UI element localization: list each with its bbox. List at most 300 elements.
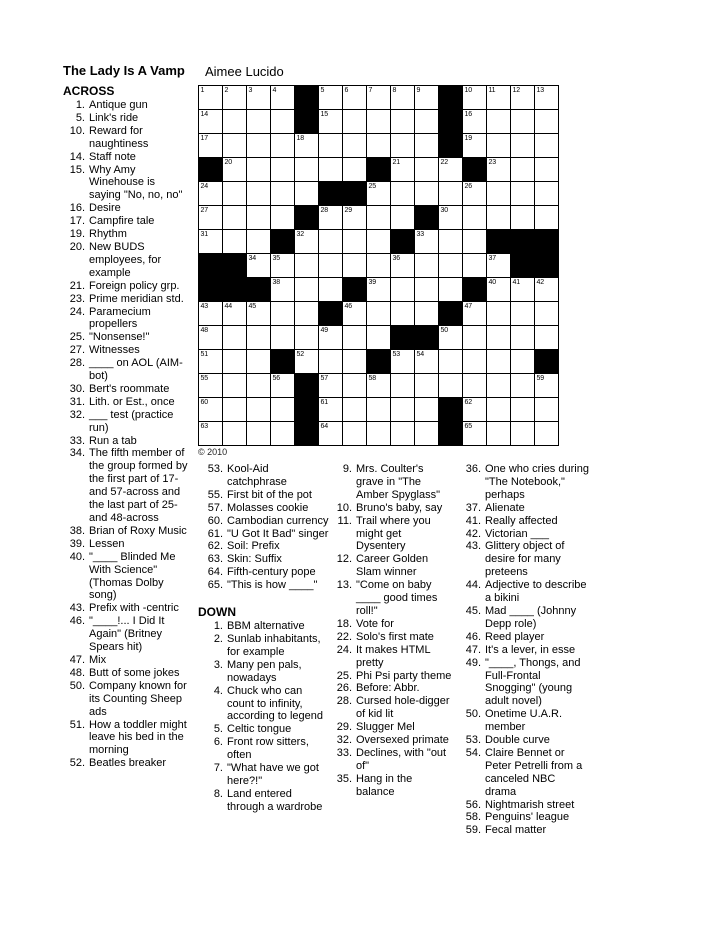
grid-cell[interactable] xyxy=(343,374,367,398)
clue-number: 63. xyxy=(207,553,223,566)
grid-cell[interactable] xyxy=(415,158,439,182)
grid-cell[interactable] xyxy=(511,398,535,422)
grid-cell-black xyxy=(439,398,463,422)
grid-cell[interactable] xyxy=(415,350,439,374)
clue-item xyxy=(201,463,329,489)
clue-item xyxy=(63,602,189,615)
grid-cell[interactable] xyxy=(319,278,343,302)
clue-text: "U Got It Bad" singer xyxy=(227,527,329,540)
grid-cell[interactable] xyxy=(391,86,415,110)
grid-cell[interactable] xyxy=(295,182,319,206)
grid-cell[interactable] xyxy=(463,134,487,158)
grid-cell[interactable] xyxy=(319,86,343,110)
grid-cell[interactable] xyxy=(295,350,319,374)
grid-cell[interactable] xyxy=(391,302,415,326)
grid-cell[interactable] xyxy=(271,110,295,134)
grid-cell[interactable] xyxy=(319,326,343,350)
grid-cell[interactable] xyxy=(535,374,559,398)
clue-number: 21. xyxy=(69,279,85,292)
clue-text: Prime meridian std. xyxy=(89,292,184,305)
clue-text: Molasses cookie xyxy=(227,501,309,514)
grid-cell[interactable] xyxy=(487,374,511,398)
down-clue-list-1 xyxy=(201,620,329,814)
grid-cell[interactable] xyxy=(367,230,391,254)
grid-cell[interactable] xyxy=(415,254,439,278)
grid-cell[interactable] xyxy=(295,302,319,326)
grid-cell[interactable] xyxy=(271,206,295,230)
grid-cell[interactable] xyxy=(487,86,511,110)
grid-cell[interactable] xyxy=(463,326,487,350)
clue-item xyxy=(335,515,453,554)
grid-cell[interactable] xyxy=(487,422,511,446)
grid-cell[interactable] xyxy=(415,374,439,398)
clue-item xyxy=(201,736,329,762)
grid-cell[interactable] xyxy=(223,158,247,182)
clue-number: 10. xyxy=(69,124,85,137)
grid-cell[interactable] xyxy=(271,254,295,278)
grid-cell[interactable] xyxy=(343,206,367,230)
clue-number: 32. xyxy=(69,408,85,421)
grid-cell[interactable] xyxy=(415,134,439,158)
grid-cell[interactable] xyxy=(463,302,487,326)
grid-cell[interactable] xyxy=(511,422,535,446)
grid-cell-black xyxy=(511,254,535,278)
clue-number: 51. xyxy=(69,718,85,731)
clue-number: 47. xyxy=(465,643,481,656)
grid-cell[interactable] xyxy=(271,86,295,110)
grid-cell[interactable] xyxy=(223,182,247,206)
grid-cell[interactable] xyxy=(343,254,367,278)
grid-cell[interactable] xyxy=(439,254,463,278)
grid-cell[interactable] xyxy=(487,134,511,158)
grid-cell[interactable] xyxy=(199,398,223,422)
clue-text: Beatles breaker xyxy=(89,757,167,770)
clue-item xyxy=(63,151,189,164)
grid-cell[interactable] xyxy=(367,110,391,134)
cell-number: 14 xyxy=(200,111,208,118)
grid-cell[interactable] xyxy=(295,278,319,302)
grid-cell[interactable] xyxy=(535,398,559,422)
grid-cell[interactable] xyxy=(415,86,439,110)
grid-cell[interactable] xyxy=(343,398,367,422)
grid-cell[interactable] xyxy=(367,302,391,326)
clue-number: 37. xyxy=(465,501,481,514)
grid-cell[interactable] xyxy=(271,398,295,422)
grid-cell[interactable] xyxy=(391,278,415,302)
grid-cell[interactable] xyxy=(535,422,559,446)
clue-number: 3. xyxy=(213,658,223,671)
grid-cell[interactable] xyxy=(535,110,559,134)
grid-cell[interactable] xyxy=(535,302,559,326)
cell-number: 29 xyxy=(344,207,352,214)
grid-cell-black xyxy=(367,350,391,374)
grid-cell[interactable] xyxy=(511,134,535,158)
grid-cell[interactable] xyxy=(271,422,295,446)
grid-cell[interactable] xyxy=(511,182,535,206)
grid-cell[interactable] xyxy=(367,278,391,302)
grid-cell[interactable] xyxy=(511,350,535,374)
grid-cell[interactable] xyxy=(367,182,391,206)
clue-text: Chuck who can count to infinity, according to legend xyxy=(227,684,324,723)
grid-cell[interactable] xyxy=(511,86,535,110)
grid-cell[interactable] xyxy=(319,230,343,254)
clue-item xyxy=(63,280,189,293)
grid-cell[interactable] xyxy=(223,86,247,110)
grid-cell[interactable] xyxy=(247,86,271,110)
clue-text: First bit of the pot xyxy=(227,488,312,501)
clue-item xyxy=(63,306,189,332)
grid-cell[interactable] xyxy=(247,374,271,398)
grid-cell[interactable] xyxy=(247,230,271,254)
grid-cell[interactable] xyxy=(223,326,247,350)
grid-cell[interactable] xyxy=(199,302,223,326)
grid-cell[interactable] xyxy=(415,302,439,326)
clue-number: 17. xyxy=(69,215,85,228)
grid-cell-black xyxy=(247,278,271,302)
cell-number: 24 xyxy=(200,183,208,190)
grid-cell[interactable] xyxy=(487,326,511,350)
grid-cell[interactable] xyxy=(247,398,271,422)
grid-cell[interactable] xyxy=(199,374,223,398)
grid-cell[interactable] xyxy=(535,182,559,206)
grid-cell-black xyxy=(535,350,559,374)
cell-number: 50 xyxy=(440,327,448,334)
grid-cell[interactable] xyxy=(439,230,463,254)
grid-cell[interactable] xyxy=(391,422,415,446)
grid-cell[interactable] xyxy=(343,326,367,350)
cell-number: 32 xyxy=(296,231,304,238)
grid-cell[interactable] xyxy=(415,278,439,302)
grid-cell[interactable] xyxy=(391,110,415,134)
clue-text: "What have we got here?!" xyxy=(227,762,319,787)
grid-cell[interactable] xyxy=(391,182,415,206)
grid-cell[interactable] xyxy=(223,302,247,326)
cell-number: 26 xyxy=(464,183,472,190)
clue-item xyxy=(201,566,329,579)
grid-cell[interactable] xyxy=(535,278,559,302)
cell-number: 6 xyxy=(344,87,349,94)
clue-item xyxy=(63,99,189,112)
grid-cell[interactable] xyxy=(295,254,319,278)
cell-number: 36 xyxy=(392,255,400,262)
clue-item xyxy=(335,618,453,631)
across-clue-list-1 xyxy=(63,99,189,770)
grid-cell[interactable] xyxy=(439,374,463,398)
grid-cell[interactable] xyxy=(391,158,415,182)
grid-cell[interactable] xyxy=(295,158,319,182)
grid-cell[interactable] xyxy=(199,134,223,158)
grid-cell[interactable] xyxy=(343,134,367,158)
grid-cell[interactable] xyxy=(391,398,415,422)
grid-cell[interactable] xyxy=(415,398,439,422)
across-clue-list-2 xyxy=(201,463,329,592)
grid-cell[interactable] xyxy=(391,206,415,230)
grid-cell[interactable] xyxy=(391,254,415,278)
grid-cell[interactable] xyxy=(247,326,271,350)
grid-cell[interactable] xyxy=(367,326,391,350)
clue-item xyxy=(464,502,589,515)
grid-cell[interactable] xyxy=(535,326,559,350)
down-header: DOWN xyxy=(198,605,236,620)
clue-item xyxy=(63,680,189,719)
grid-cell[interactable] xyxy=(271,374,295,398)
clue-item xyxy=(464,824,589,837)
grid-cell[interactable] xyxy=(487,398,511,422)
grid-cell[interactable] xyxy=(199,86,223,110)
grid-cell[interactable] xyxy=(391,350,415,374)
grid-cell[interactable] xyxy=(463,230,487,254)
grid-cell[interactable] xyxy=(319,254,343,278)
grid-cell[interactable] xyxy=(463,350,487,374)
grid-cell[interactable] xyxy=(487,302,511,326)
grid-cell[interactable] xyxy=(223,230,247,254)
grid-cell[interactable] xyxy=(367,422,391,446)
grid-cell[interactable] xyxy=(391,134,415,158)
grid-cell[interactable] xyxy=(463,182,487,206)
cell-number: 19 xyxy=(464,135,472,142)
grid-cell[interactable] xyxy=(463,86,487,110)
grid-cell[interactable] xyxy=(535,206,559,230)
cell-number: 18 xyxy=(296,135,304,142)
grid-cell-black xyxy=(295,110,319,134)
cell-number: 58 xyxy=(368,375,376,382)
grid-cell[interactable] xyxy=(295,134,319,158)
grid-cell-black xyxy=(319,182,343,206)
grid-cell[interactable] xyxy=(223,134,247,158)
grid-cell[interactable] xyxy=(319,398,343,422)
clue-text: Skin: Suffix xyxy=(227,553,282,566)
grid-cell[interactable] xyxy=(295,230,319,254)
grid-cell[interactable] xyxy=(343,86,367,110)
grid-cell[interactable] xyxy=(247,254,271,278)
grid-cell[interactable] xyxy=(343,110,367,134)
grid-cell[interactable] xyxy=(319,158,343,182)
grid-cell-black xyxy=(535,254,559,278)
grid-cell[interactable] xyxy=(487,182,511,206)
grid-cell-black xyxy=(415,206,439,230)
clue-number: 19. xyxy=(69,228,85,241)
grid-cell[interactable] xyxy=(487,350,511,374)
clue-number: 24. xyxy=(336,643,352,656)
grid-cell[interactable] xyxy=(247,422,271,446)
grid-cell[interactable] xyxy=(199,110,223,134)
clue-text: Oversexed primate xyxy=(356,734,449,747)
clue-text: It's a lever, in esse xyxy=(485,643,576,656)
grid-cell[interactable] xyxy=(343,158,367,182)
grid-cell[interactable] xyxy=(535,158,559,182)
clue-number: 58. xyxy=(465,811,481,824)
grid-cell[interactable] xyxy=(535,134,559,158)
cell-number: 40 xyxy=(488,279,496,286)
grid-cell[interactable] xyxy=(223,206,247,230)
grid-cell-black xyxy=(535,230,559,254)
clue-item xyxy=(63,202,189,215)
grid-cell[interactable] xyxy=(415,230,439,254)
cell-number: 20 xyxy=(224,159,232,166)
grid-cell[interactable] xyxy=(271,182,295,206)
clue-item xyxy=(63,241,189,280)
clue-item xyxy=(201,489,329,502)
grid-cell[interactable] xyxy=(439,158,463,182)
grid-cell[interactable] xyxy=(247,182,271,206)
clue-text: "____!... I Did It Again" (Britney Spears hit) xyxy=(89,615,165,654)
grid-cell[interactable] xyxy=(439,278,463,302)
grid-cell[interactable] xyxy=(439,350,463,374)
clue-text: Cursed hole-digger of kid lit xyxy=(356,695,450,721)
cell-number: 12 xyxy=(512,87,520,94)
grid-cell[interactable] xyxy=(391,374,415,398)
grid-cell[interactable] xyxy=(223,374,247,398)
grid-cell[interactable] xyxy=(319,206,343,230)
grid-cell[interactable] xyxy=(199,182,223,206)
clue-text: Antique gun xyxy=(89,99,148,111)
clue-text: Penguins' league xyxy=(485,811,570,824)
clue-number: 53. xyxy=(465,734,481,747)
grid-cell[interactable] xyxy=(487,278,511,302)
grid-cell[interactable] xyxy=(223,110,247,134)
cell-number: 28 xyxy=(320,207,328,214)
grid-cell[interactable] xyxy=(271,134,295,158)
grid-cell[interactable] xyxy=(199,230,223,254)
grid-cell[interactable] xyxy=(199,326,223,350)
grid-cell[interactable] xyxy=(487,254,511,278)
grid-cell[interactable] xyxy=(463,374,487,398)
grid-cell[interactable] xyxy=(367,374,391,398)
clue-number: 52. xyxy=(69,757,85,770)
grid-cell[interactable] xyxy=(223,422,247,446)
grid-cell[interactable] xyxy=(415,182,439,206)
clue-text: Career Golden Slam winner xyxy=(356,553,429,579)
grid-cell[interactable] xyxy=(199,350,223,374)
clue-text: Before: Abbr. xyxy=(356,682,420,695)
clue-number: 27. xyxy=(69,344,85,357)
clue-item xyxy=(464,734,589,747)
clue-text: Link's ride xyxy=(89,111,139,124)
grid-cell[interactable] xyxy=(463,110,487,134)
grid-cell[interactable] xyxy=(511,206,535,230)
clue-item xyxy=(464,747,589,799)
grid-cell[interactable] xyxy=(511,110,535,134)
clue-text: Witnesses xyxy=(89,344,140,357)
clue-item xyxy=(464,811,589,824)
grid-cell[interactable] xyxy=(511,374,535,398)
clue-number: 29. xyxy=(336,721,352,734)
clue-text: Celtic tongue xyxy=(227,723,292,736)
grid-cell[interactable] xyxy=(271,326,295,350)
grid-cell[interactable] xyxy=(343,422,367,446)
grid-cell[interactable] xyxy=(367,206,391,230)
grid-cell[interactable] xyxy=(247,110,271,134)
across-header: ACROSS xyxy=(63,84,115,98)
grid-cell[interactable] xyxy=(463,206,487,230)
grid-cell[interactable] xyxy=(487,158,511,182)
grid-cell[interactable] xyxy=(367,398,391,422)
grid-cell[interactable] xyxy=(511,158,535,182)
clue-text: Kool-Aid catchphrase xyxy=(227,463,287,488)
clue-number: 10. xyxy=(336,501,352,514)
grid-cell[interactable] xyxy=(415,422,439,446)
grid-cell-black xyxy=(343,278,367,302)
grid-cell[interactable] xyxy=(247,134,271,158)
grid-cell-black xyxy=(487,230,511,254)
cell-number: 65 xyxy=(464,423,472,430)
grid-cell[interactable] xyxy=(343,350,367,374)
grid-cell[interactable] xyxy=(487,110,511,134)
clue-text: Lith. or Est., once xyxy=(89,395,175,408)
grid-cell[interactable] xyxy=(319,374,343,398)
grid-cell[interactable] xyxy=(199,206,223,230)
grid-cell[interactable] xyxy=(271,278,295,302)
grid-cell[interactable] xyxy=(199,422,223,446)
grid-cell[interactable] xyxy=(271,158,295,182)
cell-number: 64 xyxy=(320,423,328,430)
grid-cell[interactable] xyxy=(463,254,487,278)
grid-cell[interactable] xyxy=(487,206,511,230)
clue-number: 59. xyxy=(465,824,481,837)
cell-number: 3 xyxy=(248,87,253,94)
clue-number: 44. xyxy=(465,579,481,592)
grid-cell[interactable] xyxy=(247,206,271,230)
grid-cell[interactable] xyxy=(247,302,271,326)
grid-cell[interactable] xyxy=(367,86,391,110)
grid-cell[interactable] xyxy=(223,350,247,374)
grid-cell[interactable] xyxy=(415,110,439,134)
grid-cell-black xyxy=(391,326,415,350)
grid-cell[interactable] xyxy=(319,134,343,158)
grid-cell[interactable] xyxy=(439,326,463,350)
clue-item xyxy=(63,344,189,357)
grid-cell[interactable] xyxy=(271,302,295,326)
cell-number: 55 xyxy=(200,375,208,382)
clue-text: Nightmarish street xyxy=(485,798,575,811)
clue-number: 46. xyxy=(465,630,481,643)
grid-cell[interactable] xyxy=(319,422,343,446)
grid-cell[interactable] xyxy=(247,158,271,182)
grid-cell[interactable] xyxy=(511,278,535,302)
grid-cell[interactable] xyxy=(439,206,463,230)
clue-number: 56. xyxy=(465,798,481,811)
clue-number: 5. xyxy=(75,111,85,124)
grid-cell[interactable] xyxy=(439,182,463,206)
grid-cell[interactable] xyxy=(367,134,391,158)
clue-text: Reward for naughtiness xyxy=(89,124,149,150)
clue-number: 13. xyxy=(336,579,352,592)
clue-item xyxy=(201,579,329,592)
grid-cell[interactable] xyxy=(319,350,343,374)
grid-cell-black xyxy=(415,326,439,350)
grid-cell[interactable] xyxy=(247,350,271,374)
clue-text: Hang in the balance xyxy=(356,772,413,798)
grid-cell[interactable] xyxy=(463,398,487,422)
grid-cell[interactable] xyxy=(511,326,535,350)
clue-number: 1. xyxy=(213,620,223,633)
grid-cell[interactable] xyxy=(511,302,535,326)
grid-cell[interactable] xyxy=(343,302,367,326)
grid-cell[interactable] xyxy=(223,398,247,422)
grid-cell[interactable] xyxy=(319,110,343,134)
grid-cell[interactable] xyxy=(295,326,319,350)
clue-item xyxy=(335,747,453,773)
clue-text: Cambodian currency xyxy=(227,514,329,527)
grid-cell[interactable] xyxy=(343,230,367,254)
grid-cell-black xyxy=(223,278,247,302)
grid-cell[interactable] xyxy=(367,254,391,278)
clue-item xyxy=(201,540,329,553)
grid-cell[interactable] xyxy=(463,422,487,446)
cell-number: 22 xyxy=(440,159,448,166)
grid-cell-black xyxy=(319,302,343,326)
grid-cell[interactable] xyxy=(535,86,559,110)
